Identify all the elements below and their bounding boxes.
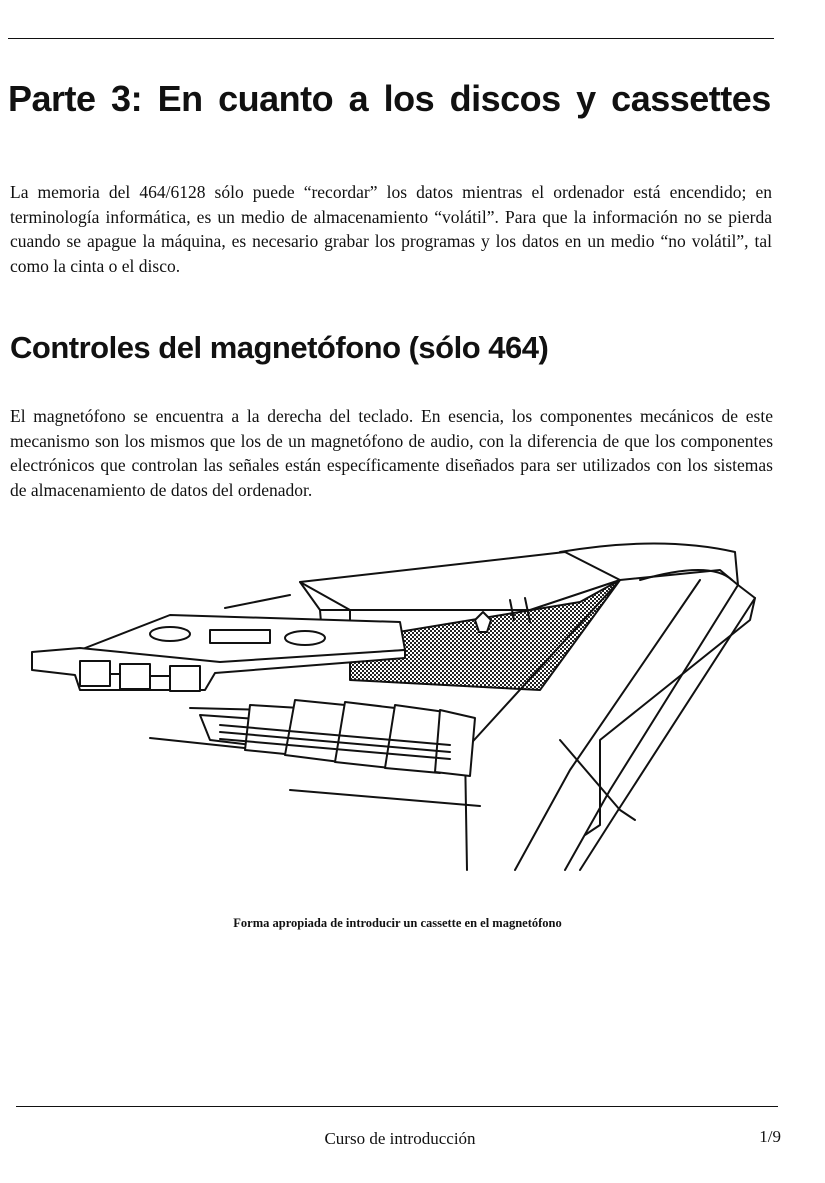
page-title: Parte 3: En cuanto a los discos y cassettes [8,78,771,119]
intro-paragraph: La memoria del 464/6128 sólo puede “recordar” los datos mientras el ordenador está encendido; en terminología informática, es un medio de almacenamiento “volátil”. Para que la información no se pierda cuando se apague la máquina, es necesario grabar los programas y los datos en un medio “no volátil”, tal como la cinta o el disco. [10,182,772,276]
footer-title: Curso de introducción [324,1129,476,1148]
section-paragraph: El magnetófono se encuentra a la derecha del teclado. En esencia, los componentes mecánicos de este mecanismo son los mismos que los de un magnetófono de audio, con la diferencia de que los componentes electrónicos que controlan las señales están específicamente diseñados para ser utilizados con los sistemas de almacenamiento de datos del ordenador. [10,406,773,500]
section-heading: Controles del magnetófono (sólo 464) [10,330,549,365]
deck-lid [300,552,620,610]
control-keys [200,700,475,776]
cassette-deck-illustration [20,540,780,875]
page-number: 1/9 [759,1127,781,1146]
bottom-rule [16,1106,778,1107]
top-rule [8,38,774,39]
figure-caption: Forma apropiada de introducir un cassette en el magnetófono [233,916,562,930]
